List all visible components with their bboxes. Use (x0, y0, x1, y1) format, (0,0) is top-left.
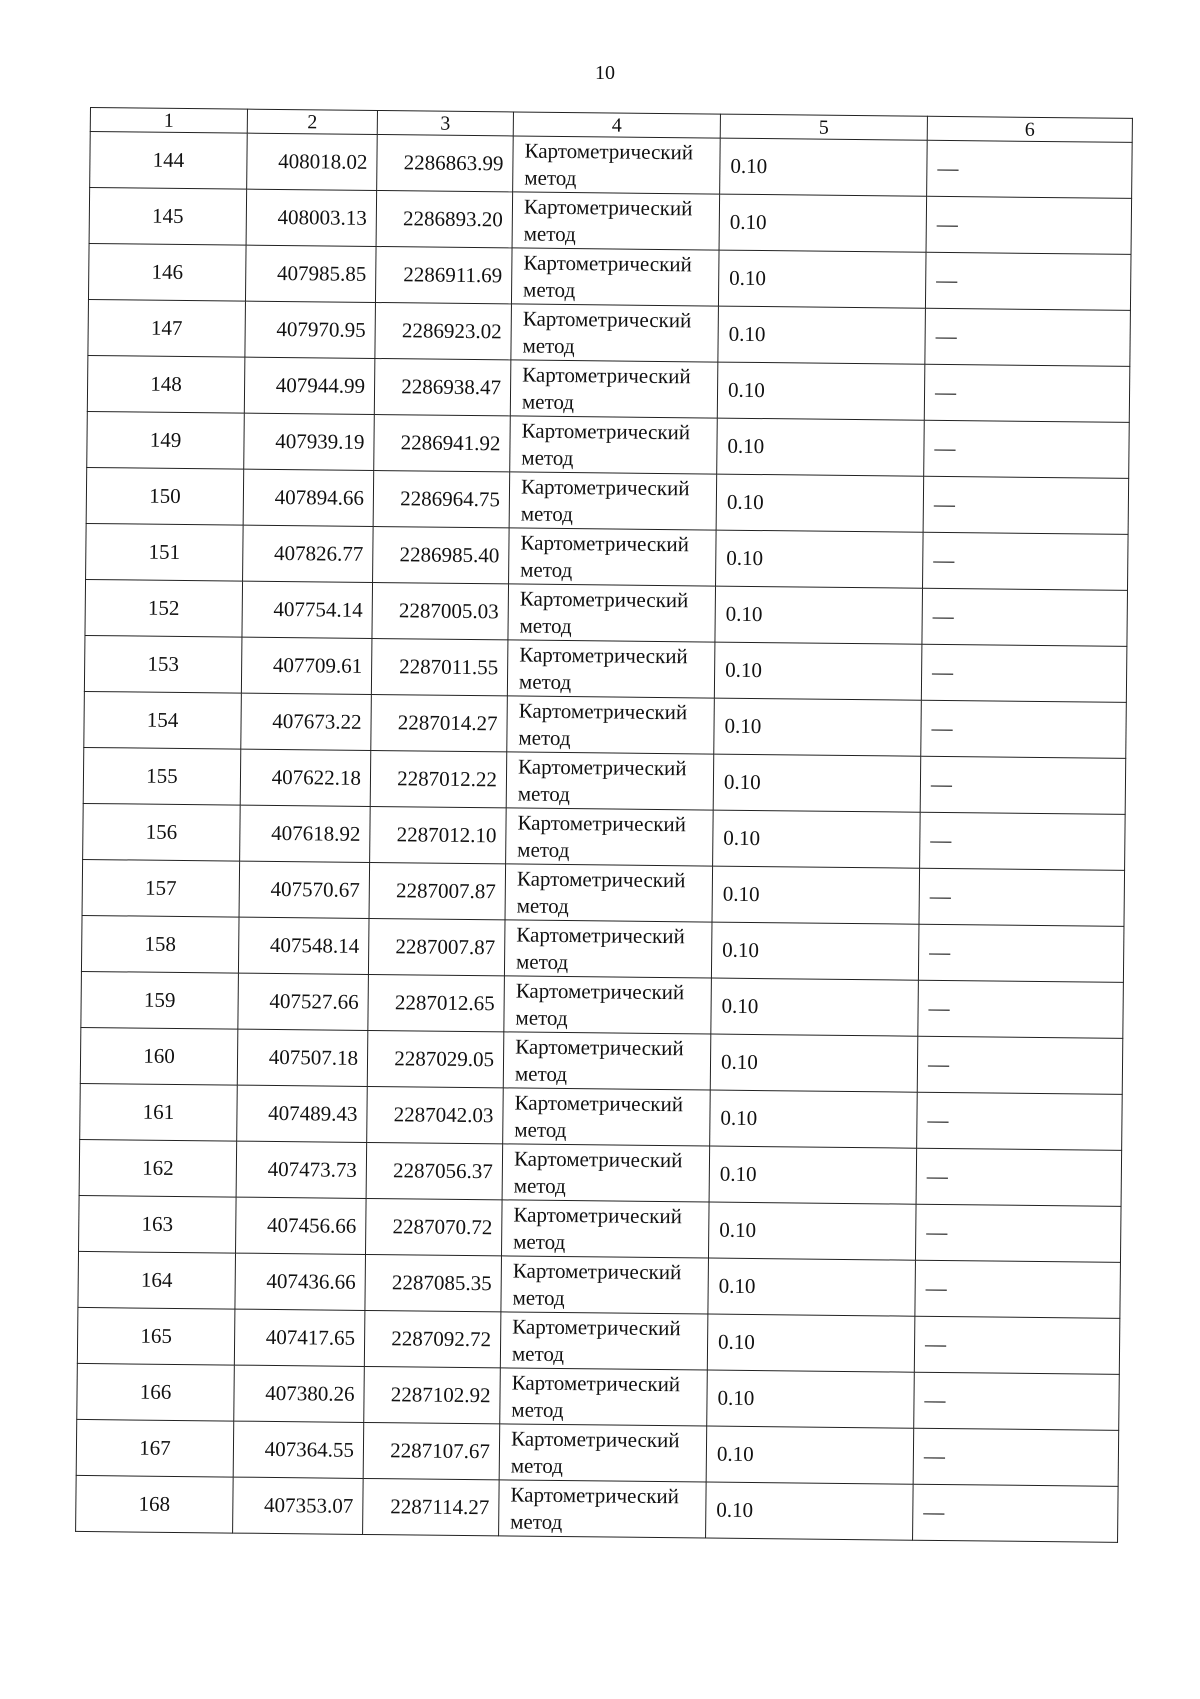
note-cell: — (916, 1148, 1122, 1206)
point-number-cell: 149 (87, 411, 245, 469)
point-number-cell: 158 (81, 915, 239, 973)
note-cell: — (918, 980, 1124, 1038)
method-cell: Картометрический метод (512, 192, 720, 250)
method-cell: Картометрический метод (506, 808, 714, 866)
point-number-cell: 165 (77, 1307, 235, 1365)
y-coordinate-cell: 2287085.35 (365, 1254, 502, 1311)
y-coordinate-cell: 2287042.03 (367, 1086, 504, 1143)
accuracy-cell: 0.10 (708, 1258, 916, 1316)
note-cell: — (919, 868, 1125, 926)
point-number-cell: 147 (88, 299, 246, 357)
accuracy-cell: 0.10 (707, 1314, 915, 1372)
point-number-cell: 144 (90, 132, 248, 190)
accuracy-cell: 0.10 (718, 306, 926, 364)
note-cell: — (913, 1428, 1119, 1486)
column-header: 1 (90, 108, 247, 134)
y-coordinate-cell: 2287014.27 (371, 694, 508, 751)
x-coordinate-cell: 407507.18 (237, 1029, 368, 1086)
point-number-cell: 148 (87, 355, 245, 413)
method-cell: Картометрический метод (513, 136, 721, 194)
x-coordinate-cell: 407436.66 (235, 1253, 366, 1310)
column-header: 6 (927, 116, 1132, 142)
x-coordinate-cell: 407548.14 (238, 917, 369, 974)
point-number-cell: 160 (80, 1027, 238, 1085)
y-coordinate-cell: 2287012.65 (368, 974, 505, 1031)
method-cell: Картометрический метод (509, 472, 717, 530)
accuracy-cell: 0.10 (714, 642, 922, 700)
y-coordinate-cell: 2287107.67 (363, 1422, 500, 1479)
accuracy-cell: 0.10 (706, 1482, 914, 1540)
coordinates-table-container (75, 107, 1132, 1543)
accuracy-cell: 0.10 (716, 474, 924, 532)
x-coordinate-cell: 407826.77 (243, 525, 374, 582)
x-coordinate-cell: 407570.67 (239, 861, 370, 918)
page-number: 10 (595, 62, 615, 84)
point-number-cell: 156 (83, 803, 241, 861)
method-cell: Картометрический метод (511, 304, 719, 362)
method-cell: Картометрический метод (501, 1256, 709, 1314)
note-cell: — (925, 308, 1131, 366)
x-coordinate-cell: 407364.55 (233, 1421, 364, 1478)
y-coordinate-cell: 2287056.37 (366, 1142, 503, 1199)
column-header: 4 (513, 112, 720, 138)
point-number-cell: 151 (86, 523, 244, 581)
x-coordinate-cell: 407380.26 (234, 1365, 365, 1422)
x-coordinate-cell: 407489.43 (237, 1085, 368, 1142)
x-coordinate-cell: 407894.66 (243, 469, 374, 526)
column-header: 5 (720, 114, 927, 140)
y-coordinate-cell: 2286964.75 (373, 470, 510, 527)
accuracy-cell: 0.10 (711, 978, 919, 1036)
method-cell: Картометрический метод (510, 360, 718, 418)
x-coordinate-cell: 407473.73 (236, 1141, 367, 1198)
method-cell: Картометрический метод (504, 976, 712, 1034)
column-header: 2 (247, 109, 377, 134)
y-coordinate-cell: 2287092.72 (364, 1310, 501, 1367)
note-cell: — (925, 252, 1131, 310)
y-coordinate-cell: 2287011.55 (371, 638, 508, 695)
method-cell: Картометрический метод (501, 1200, 709, 1258)
method-cell: Картометрический метод (499, 1480, 707, 1538)
accuracy-cell: 0.10 (706, 1426, 914, 1484)
accuracy-cell: 0.10 (713, 754, 921, 812)
accuracy-cell: 0.10 (714, 698, 922, 756)
note-cell: — (924, 420, 1130, 478)
y-coordinate-cell: 2287070.72 (365, 1198, 502, 1255)
accuracy-cell: 0.10 (717, 418, 925, 476)
x-coordinate-cell: 407456.66 (236, 1197, 367, 1254)
point-number-cell: 164 (78, 1251, 236, 1309)
accuracy-cell: 0.10 (715, 586, 923, 644)
method-cell: Картометрический метод (511, 248, 719, 306)
accuracy-cell: 0.10 (717, 362, 925, 420)
point-number-cell: 166 (77, 1363, 235, 1421)
note-cell: — (921, 700, 1127, 758)
accuracy-cell: 0.10 (709, 1146, 917, 1204)
point-number-cell: 157 (82, 859, 240, 917)
point-number-cell: 161 (80, 1083, 238, 1141)
y-coordinate-cell: 2286911.69 (375, 247, 512, 304)
y-coordinate-cell: 2287102.92 (364, 1366, 501, 1423)
method-cell: Картометрический метод (503, 1088, 711, 1146)
y-coordinate-cell: 2286893.20 (376, 191, 513, 248)
method-cell: Картометрический метод (503, 1032, 711, 1090)
method-cell: Картометрический метод (507, 696, 715, 754)
x-coordinate-cell: 407944.99 (244, 357, 375, 414)
note-cell: — (915, 1204, 1121, 1262)
x-coordinate-cell: 407622.18 (240, 749, 371, 806)
note-cell: — (914, 1372, 1120, 1430)
y-coordinate-cell: 2287007.87 (368, 918, 505, 975)
x-coordinate-cell: 407709.61 (241, 637, 372, 694)
point-number-cell: 145 (89, 188, 247, 246)
accuracy-cell: 0.10 (718, 250, 926, 308)
point-number-cell: 146 (88, 243, 246, 301)
y-coordinate-cell: 2287029.05 (367, 1030, 504, 1087)
x-coordinate-cell: 407618.92 (240, 805, 371, 862)
note-cell: — (920, 756, 1126, 814)
point-number-cell: 167 (76, 1419, 234, 1477)
note-cell: — (914, 1316, 1120, 1374)
y-coordinate-cell: 2287005.03 (372, 582, 509, 639)
y-coordinate-cell: 2286923.02 (375, 303, 512, 360)
accuracy-cell: 0.10 (720, 138, 928, 196)
note-cell: — (926, 196, 1132, 254)
note-cell: — (923, 476, 1129, 534)
point-number-cell: 153 (84, 635, 242, 693)
note-cell: — (917, 1092, 1123, 1150)
note-cell: — (913, 1484, 1119, 1542)
note-cell: — (921, 644, 1127, 702)
x-coordinate-cell: 407970.95 (245, 301, 376, 358)
y-coordinate-cell: 2287007.87 (369, 862, 506, 919)
method-cell: Картометрический метод (499, 1424, 707, 1482)
accuracy-cell: 0.10 (710, 1090, 918, 1148)
x-coordinate-cell: 407939.19 (244, 413, 375, 470)
note-cell: — (915, 1260, 1121, 1318)
x-coordinate-cell: 407353.07 (233, 1477, 364, 1534)
x-coordinate-cell: 407673.22 (241, 693, 372, 750)
point-number-cell: 155 (83, 747, 241, 805)
method-cell: Картометрический метод (502, 1144, 710, 1202)
method-cell: Картометрический метод (505, 864, 713, 922)
method-cell: Картометрический метод (509, 528, 717, 586)
point-number-cell: 162 (79, 1139, 237, 1197)
x-coordinate-cell: 407417.65 (234, 1309, 365, 1366)
point-number-cell: 168 (76, 1475, 234, 1533)
point-number-cell: 152 (85, 579, 243, 637)
y-coordinate-cell: 2286938.47 (374, 358, 511, 415)
coordinates-table (75, 107, 1133, 1543)
accuracy-cell: 0.10 (716, 530, 924, 588)
accuracy-cell: 0.10 (713, 810, 921, 868)
point-number-cell: 150 (86, 467, 244, 525)
y-coordinate-cell: 2287114.27 (363, 1478, 500, 1535)
point-number-cell: 163 (79, 1195, 237, 1253)
note-cell: — (924, 364, 1130, 422)
y-coordinate-cell: 2287012.10 (370, 806, 507, 863)
table-row (76, 1475, 1119, 1542)
note-cell: — (927, 140, 1133, 198)
note-cell: — (923, 532, 1129, 590)
note-cell: — (917, 1036, 1123, 1094)
method-cell: Картометрический метод (510, 416, 718, 474)
x-coordinate-cell: 408003.13 (246, 189, 377, 246)
column-header: 3 (377, 111, 513, 136)
accuracy-cell: 0.10 (710, 1034, 918, 1092)
accuracy-cell: 0.10 (708, 1202, 916, 1260)
accuracy-cell: 0.10 (711, 922, 919, 980)
note-cell: — (920, 812, 1126, 870)
accuracy-cell: 0.10 (712, 866, 920, 924)
x-coordinate-cell: 407985.85 (245, 245, 376, 302)
method-cell: Картометрический метод (504, 920, 712, 978)
point-number-cell: 154 (84, 691, 242, 749)
method-cell: Картометрический метод (500, 1368, 708, 1426)
table-body (76, 132, 1133, 1543)
point-number-cell: 159 (81, 971, 239, 1029)
accuracy-cell: 0.10 (719, 194, 927, 252)
x-coordinate-cell: 408018.02 (247, 133, 378, 190)
accuracy-cell: 0.10 (707, 1370, 915, 1428)
y-coordinate-cell: 2286863.99 (377, 135, 514, 192)
note-cell: — (918, 924, 1124, 982)
method-cell: Картометрический метод (500, 1312, 708, 1370)
note-cell: — (922, 588, 1128, 646)
method-cell: Картометрический метод (506, 752, 714, 810)
method-cell: Картометрический метод (508, 584, 716, 642)
y-coordinate-cell: 2286985.40 (373, 526, 510, 583)
x-coordinate-cell: 407527.66 (238, 973, 369, 1030)
x-coordinate-cell: 407754.14 (242, 581, 373, 638)
y-coordinate-cell: 2286941.92 (374, 414, 511, 471)
method-cell: Картометрический метод (507, 640, 715, 698)
y-coordinate-cell: 2287012.22 (370, 750, 507, 807)
